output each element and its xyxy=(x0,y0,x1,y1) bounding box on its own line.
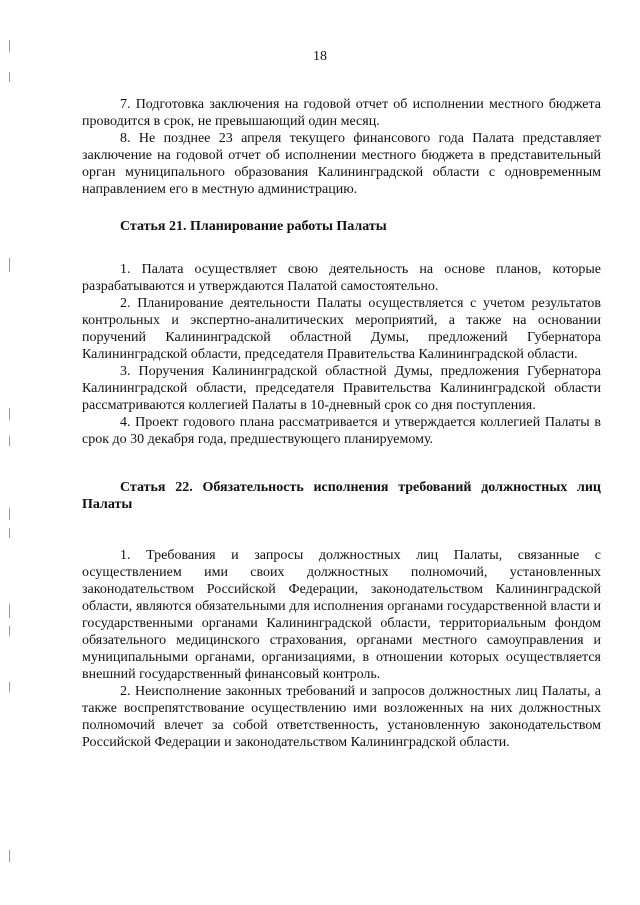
scan-mark xyxy=(9,72,10,82)
scan-mark xyxy=(9,258,10,272)
page-number: 18 xyxy=(313,49,327,64)
paragraph: 4. Проект годового плана рассматривается и утверждается коллегией Палаты в срок до 30 декабря года, предшествующего планируемому. xyxy=(82,415,601,447)
paragraph: 3. Поручения Калининградской областной Думы, предложения Губернатора Калининградской области, председателя Правительства Калининградской области рассматриваются коллегией Палаты в 10-дневный срок со дня поступления. xyxy=(82,364,601,413)
paragraph: 1. Палата осуществляет свою деятельность на основе планов, которые разрабатываются и утверждаются Палатой самостоятельно. xyxy=(82,262,601,294)
scan-mark xyxy=(9,408,10,420)
scan-mark xyxy=(9,850,10,862)
article-21-body xyxy=(82,261,601,448)
article-22-body xyxy=(82,547,601,751)
article-21-heading: Статья 21. Планирование работы Палаты xyxy=(120,219,387,234)
scan-mark xyxy=(9,682,10,692)
paragraph: 1. Требования и запросы должностных лиц Палаты, связанные с осуществлением ими своих должностных полномочий, установленных законодательством Российской Федерации, законодательством Калининградской области, являются обязательными для исполнения органами государственной власти и государственными органами Калининградской области, территориальным фондом обязательного медицинского страхования, органами местного самоуправления и муниципальными органами, организациями, в отношении которых осуществляется внешний государственный финансовый контроль. xyxy=(82,548,601,682)
scan-mark xyxy=(9,626,10,636)
paragraph: 8. Не позднее 23 апреля текущего финансового года Палата представляет заключение на годовой отчет об исполнении местного бюджета в представительный орган муниципального образования Калининградской области с одновременным направлением его в местную администрацию. xyxy=(82,131,601,197)
paragraph: 2. Неисполнение законных требований и запросов должностных лиц Палаты, а также воспрепятствование осуществлению ими возложенных на них должностных полномочий влечет за собой ответственность, установленную законодательством Российской Федерации и законодательством Калининградской области. xyxy=(82,684,601,750)
document-body xyxy=(82,96,601,751)
paragraph: 7. Подготовка заключения на годовой отчет об исполнении местного бюджета проводится в срок, не превышающий один месяц. xyxy=(82,97,601,129)
scan-mark xyxy=(9,528,10,538)
scan-mark xyxy=(9,604,10,618)
scan-mark xyxy=(9,436,10,446)
article-22-heading: Статья 22. Обязательность исполнения требований должностных лиц Палаты xyxy=(82,480,601,512)
scan-mark xyxy=(9,508,10,520)
paragraph: 2. Планирование деятельности Палаты осуществляется с учетом результатов контрольных и экспертно-аналитических мероприятий, а также на основании поручений Калининградской областной Думы, предложений Губернатора Калининградской области, председателя Правительства Калининградской области. xyxy=(82,296,601,362)
scan-edge-marks xyxy=(0,0,20,905)
